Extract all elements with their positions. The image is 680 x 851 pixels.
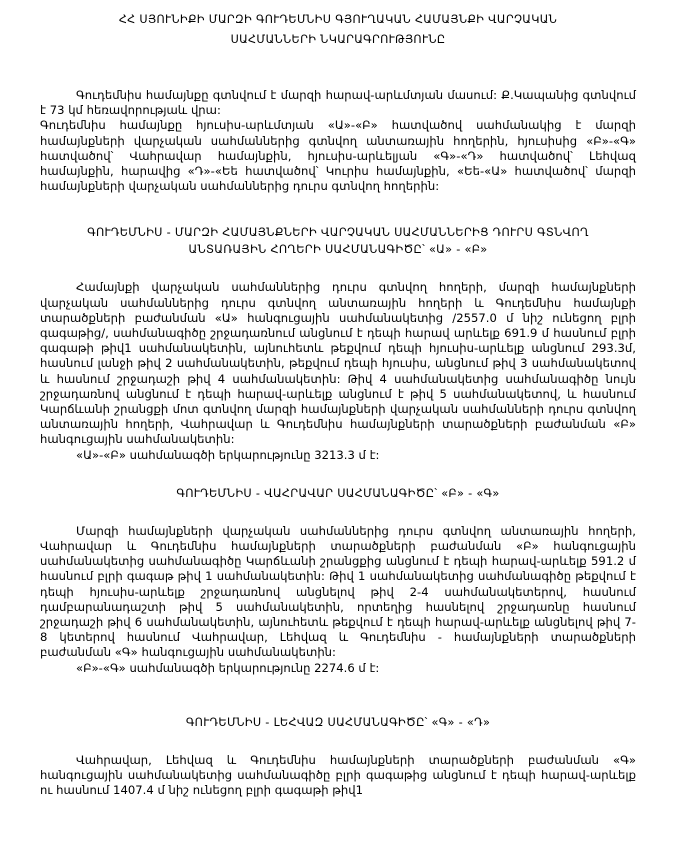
section-heading-1 (40, 224, 636, 258)
section-heading-3 (40, 714, 636, 731)
intro-paragraph-2: Գուդեմնիս համայնքը հյուսիս-արևմտյան «Ա»-«Բ» հատվածով սահմանակից է մարզի համայնքների վարչական սահմաններից գտնվող անտառային հողերին, հյուսիսից «Բ»-«Գ» հատվածով՝ Վահրավար համայնքին, հյուսիս-արևելյան «Գ»-«Դ» հատվածով՝ Լեհվազ համայնքին, հարավից «Դ»-«Եե հատվածով՝ Կուրիս համայնքին, «Եե-«Ա» հատվածով՝ մարզի համայնքների վարչական սահմաններից դուրս գտնվող հողերին: (40, 118, 636, 194)
spacer-before-section-1 (40, 194, 636, 224)
spacer-after-section-2-heading (40, 502, 636, 524)
section-1-heading-line-2: ԱՆՏԱՌԱՅԻՆ ՀՈՂԵՐԻ ՍԱՀՄԱՆԱԳԻԾԸ՝ «Ա» - «Բ» (188, 243, 488, 257)
spacer-before-section-3 (40, 676, 636, 714)
document-title-line-2: ՍԱՀՄԱՆՆԵՐԻ ՆԿԱՐԱԳՐՈՒԹՅՈՒՆԸ (230, 33, 446, 46)
document-title-line-1: ՀՀ ՍՅՈՒՆԻՔԻ ՄԱՐԶԻ ԳՈՒԴԵՄՆԻՍ ԳՅՈՒՂԱԿԱՆ ՀԱՄԱՅՆՔԻ ՎԱՐՉԱԿԱՆ (118, 13, 558, 26)
section-3-heading-line-1: ԳՈՒԴԵՄՆԻՍ - ԼԵՀՎԱԶ ՍԱՀՄԱՆԱԳԻԾԸ՝ «Գ» - «Դ» (185, 715, 491, 729)
section-1-heading-line-1: ԳՈՒԴԵՄՆԻՍ - ՄԱՐԶԻ ՀԱՄԱՅՆՔՆԵՐԻ ՎԱՐՉԱԿԱՆ ՍԱՀՄԱՆՆԵՐԻՑ ԴՈՒՐՍ ԳՏՆՎՈՂ (87, 226, 589, 240)
spacer-after-title (40, 50, 636, 88)
intro-paragraph-1: Գուդեմնիս համայնքը գտնվում է մարզի հարավ-արևմտյան մասում: Ք.Կապանից գտնվում է 73 կմ հեռավորությաև վրա: (40, 88, 636, 118)
section-2-length-note: «Բ»-«Գ» սահմանագծի երկարությունը 2274.6 մ է: (76, 660, 380, 675)
section-2-heading-line-1: ԳՈՒԴԵՄՆԻՍ - ՎԱՀՐԱՎԱՐ ՍԱՀՄԱՆԱԳԻԾԸ՝ «Բ» - «Գ» (176, 486, 500, 500)
spacer-before-section-2 (40, 463, 636, 485)
section-1-body: Համայնքի վարչական սահմաններից դուրս գտնվող հողերի, մարզի համայնքների վարչական սահմաններից դուրս գտնվող անտառային հողերի և Գուդեմնիս համայնքի տարածքների բաժանման «Ա» հանգուցային սահմանակետից /2557.0 մ նիշ ունեցող բլրի գագաթից/, սահմանագիծը շրջադառնում անցնում է դեպի հարավ արևելք 691.9 մ հասնում բլրի գագաթի թիվ1 սահմանակետին, այնուհետև թեքվում դեպի հյուսիս-արևելք անցնում 293.3մ, հասնում լանջի թիվ 2 սահմանակետին, թեքվում դեպի հյուսիս, անցնում թիվ 3 սահմանակետով և հասնում շրջադաշի թիվ 4 սահմանակետին: Թիվ 4 սահմանակետից սահմանագիծը նույն շրջադառնով անցնում է դեպի հարավ-արևելք անցնում է թիվ 5 սահմանակետով, և հասնում Կարճևանի շրանցքի մոտ գտնվող մարզի համայնքների վարչական սահմանների դուրս գտնվող անտառային հողերի, Վահրավար և Գուդեմնիս համայնքների տարածքների բաժանման «Բ» հանգուցային սահմանակետին: (40, 280, 636, 447)
section-3-body: Վահրավար, Լեհվազ և Գուդեմնիս համայնքների տարածքների բաժանման «Գ» հանգուցային սահմանակետից սահմանագիծը բլրի գագաթից անցնում է դեպի հարավ-արևելք ու հասնում 1407.4 մ նիշ ունեցող բլրի գագաթի թիվ1 (40, 752, 636, 798)
section-2-body: Մարզի համայնքների վարչական սահմաններից դուրս գտնվող անտառային հողերի, Վահրավար և Գուդեմնիս համայնքների տարածքների բաժանման «Բ» հանգուցային սահմանակետից սահմանագիծը Կարճևանի շրանցքից անցնում է դեպի հարավ-արևելք 591.2 մ հասնում բլրի գագաթ թիվ 1 սահմանակետին: Թիվ 1 սահմանակետից սահմանագիծը թեքվում է դեպի հյուսիս-արևելք շրջադառնով անցնելով թիվ 2-4 սահմանակետերով, հասնում դամբարանադաշտի թիվ 5 սահմանակետին, որտեղից հասնելով շրջադառնը հասնում շրջադաշի թիվ 6 սահմանակետին, այնուհետև թեքվում է դեպի հարավ-արևելք անցնելով թիվ 7-8 կետերով հասնում Վահրավար, Լեհվազ և Գուդեմնիս - համայնքների տարածքների բաժանման «Գ» հանգուցային սահմանակետին: (40, 523, 636, 660)
spacer-after-section-1-heading (40, 258, 636, 280)
document-title (40, 10, 636, 50)
section-heading-2 (40, 485, 636, 502)
section-1-length-note: «Ա»-«Բ» սահմանագծի երկարությունը 3213.3 մ է: (76, 447, 380, 462)
spacer-after-section-3-heading (40, 731, 636, 753)
